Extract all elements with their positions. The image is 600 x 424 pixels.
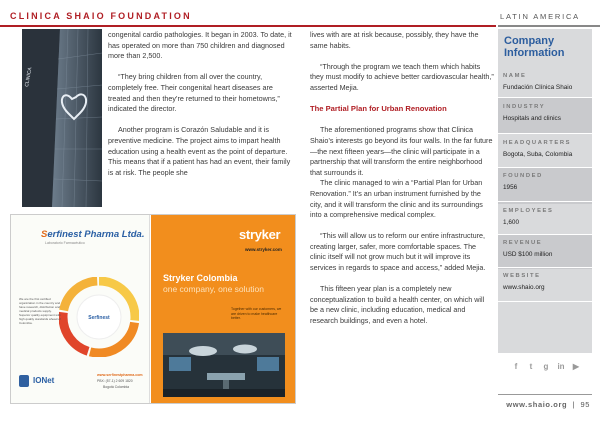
info-label: EMPLOYEES bbox=[503, 208, 554, 214]
serfinest-url[interactable]: www.serfinestpharma.com bbox=[97, 373, 143, 377]
footer-url[interactable]: www.shaio.org bbox=[506, 400, 568, 409]
svg-text:CLINICA: CLINICA bbox=[24, 66, 34, 88]
stryker-logo: stryker bbox=[239, 227, 281, 242]
info-label: REVENUE bbox=[503, 240, 543, 246]
info-value: Bogota, Suba, Colombia bbox=[503, 151, 573, 158]
info-label: HEADQUARTERS bbox=[503, 140, 572, 146]
info-value: 1,600 bbox=[503, 219, 519, 226]
info-row-employees bbox=[498, 202, 592, 234]
article-paragraph: The clinic managed to win a “Partial Plan for Urban Renovation.” It’s an urban instrument furnished by the city, and it will transform the clinic and its surroundings into a comprehensive medical complex. bbox=[310, 178, 483, 220]
article-paragraph: “They bring children from all over the country, completely free. Their congenital heart diseases are treated and then they’re returned to their hometowns,” indicated the director. bbox=[108, 72, 280, 114]
facebook-icon[interactable]: f bbox=[514, 362, 518, 371]
google-plus-icon[interactable]: g bbox=[543, 362, 549, 371]
linkedin-icon[interactable]: in bbox=[557, 362, 565, 371]
header-rule-red bbox=[0, 25, 496, 27]
article-paragraph: “This will allow us to reform our entire infrastructure, creating larger, safer, more comfortable spaces. The clinic itself will not grow much but it will improve its services in regards to space and access,” added Mejia. bbox=[310, 231, 486, 273]
serfinest-city: Bogotá Colombia bbox=[103, 385, 130, 389]
info-label: WEBSITE bbox=[503, 273, 541, 279]
advertisement-spread[interactable] bbox=[10, 214, 296, 404]
header-foundation-title: CLINICA SHAIO FOUNDATION bbox=[10, 11, 192, 21]
article-paragraph: congenital cardio pathologies. It began in 2003. To date, it has operated on more than 750 children and diagnosed more than 2,500. bbox=[108, 30, 292, 61]
info-row-website bbox=[498, 268, 592, 302]
serfinest-description: We are the first certified organization in the country and have research, distribution and medical products supply. Superior quality equipment with high quality standards ahead of Colombia. bbox=[19, 297, 61, 325]
company-information-sidebar bbox=[498, 29, 592, 353]
header-region: LATIN AMERICA bbox=[500, 12, 580, 21]
info-row-founded bbox=[498, 168, 592, 204]
article-column-2 bbox=[310, 30, 494, 337]
operating-room-photo bbox=[163, 333, 285, 397]
article-paragraph: This fifteen year plan is a completely new conceptualization to build a health center, on which will be a new clinic, including education, medical and research buildings, and even a hotel. bbox=[310, 284, 485, 326]
serfinest-pharma-ad[interactable] bbox=[11, 215, 150, 403]
serfinest-circle-graphic bbox=[59, 277, 139, 357]
article-paragraph: Another program is Corazón Saludable and it is preventive medicine. The project aims to impart health education using a health event as the point of departure. This means that if a patient has had an event, their family is at risk. The people she bbox=[108, 125, 291, 177]
stryker-url[interactable]: www.stryker.com bbox=[245, 247, 282, 252]
info-label: INDUSTRY bbox=[503, 104, 546, 110]
sidebar-title: Company Information bbox=[504, 35, 565, 59]
clinic-building-photo bbox=[22, 29, 102, 207]
info-value: 1956 bbox=[503, 184, 518, 191]
serfinest-logo: Serfinest Pharma Ltda. bbox=[41, 229, 145, 240]
section-subheading: The Partial Plan for Urban Renovation bbox=[310, 104, 447, 114]
serfinest-phone: PBX: (57-1) 2 609 1820 bbox=[97, 379, 133, 383]
info-value: USD $100 million bbox=[503, 251, 553, 258]
info-value: Fundación Clínica Shaio bbox=[503, 84, 573, 91]
ionet-logo: IONet bbox=[33, 376, 55, 385]
twitter-icon[interactable]: t bbox=[529, 362, 533, 371]
article-paragraph: lives with are at risk because, possibly, they have the same habits. bbox=[310, 30, 479, 50]
serfinest-tagline: Laboratorio Farmacéutico bbox=[45, 241, 85, 245]
info-row-industry bbox=[498, 98, 592, 133]
stryker-title: Stryker Colombia bbox=[163, 273, 238, 283]
info-row-headquarters bbox=[498, 134, 592, 171]
certification-badge-icon bbox=[19, 375, 29, 387]
youtube-icon[interactable]: ▶ bbox=[572, 362, 580, 371]
stryker-note: Together with our customers, we are driven to make healthcare better. bbox=[231, 307, 282, 321]
page-footer: www.shaio.org | 95 bbox=[506, 400, 590, 409]
article-paragraph: The aforementioned programs show that Clinica Shaio’s interests go beyond its four walls. In the far future—the next fifteen years—the clinic will participate in a partnership that will transform the entire neighborhood that surrounds it. bbox=[310, 125, 493, 177]
info-label: FOUNDED bbox=[503, 173, 543, 179]
article-column-1 bbox=[108, 30, 294, 189]
info-separator bbox=[498, 301, 592, 302]
stryker-tagline: one company, one solution bbox=[163, 284, 264, 294]
stryker-ad[interactable] bbox=[151, 215, 296, 403]
header-rule-gray bbox=[498, 25, 600, 27]
social-icons bbox=[506, 356, 592, 370]
info-label: NAME bbox=[503, 73, 527, 79]
svg-text:Serfinest: Serfinest bbox=[88, 315, 110, 321]
website-link[interactable]: www.shaio.org bbox=[503, 284, 545, 291]
footer-rule bbox=[498, 394, 592, 395]
page-number: 95 bbox=[580, 400, 590, 409]
info-value: Hospitals and clinics bbox=[503, 115, 561, 122]
article-paragraph: “Through the program we teach them which habits they must modify to achieve better cardiovascular health,” asserted Mejia. bbox=[310, 61, 494, 92]
info-row-revenue bbox=[498, 235, 592, 269]
